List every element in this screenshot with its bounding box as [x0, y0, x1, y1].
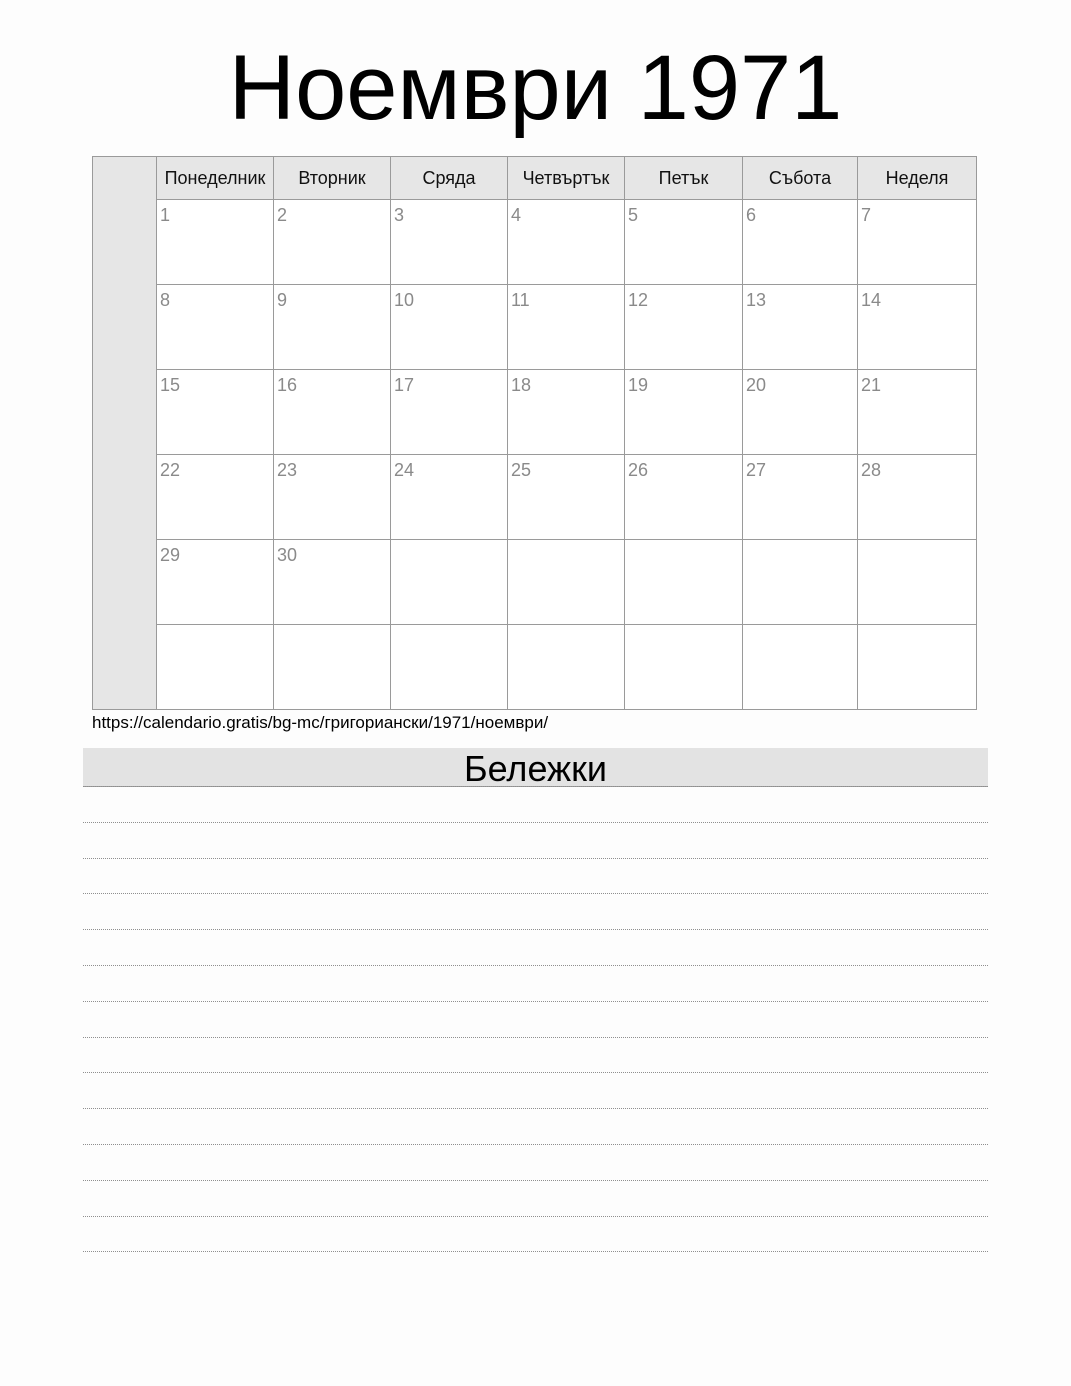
- note-line: [83, 929, 988, 930]
- day-cell[interactable]: [743, 455, 858, 540]
- calendar-grid: [92, 156, 977, 710]
- note-line: [83, 893, 988, 894]
- day-number: 7: [861, 205, 872, 225]
- day-number: 9: [277, 290, 288, 310]
- note-line: [83, 1108, 988, 1109]
- day-cell[interactable]: [391, 455, 508, 540]
- day-number: 26: [628, 460, 649, 480]
- day-cell[interactable]: [858, 285, 976, 370]
- weekday-header: Четвъртък: [508, 157, 625, 200]
- day-cell[interactable]: [508, 625, 625, 709]
- day-cell[interactable]: [157, 285, 274, 370]
- weekday-header: Събота: [743, 157, 858, 200]
- day-number: 4: [511, 205, 522, 225]
- note-line: [83, 1001, 988, 1002]
- note-line: [83, 1251, 988, 1252]
- day-number: 5: [628, 205, 639, 225]
- day-cell[interactable]: [274, 200, 391, 285]
- day-cell[interactable]: [157, 625, 274, 709]
- day-number: 15: [160, 375, 181, 395]
- day-cell[interactable]: [858, 540, 976, 625]
- day-cell[interactable]: [625, 625, 743, 709]
- day-cell[interactable]: [858, 200, 976, 285]
- day-number: 18: [511, 375, 532, 395]
- note-line: [83, 965, 988, 966]
- day-number: 28: [861, 460, 882, 480]
- weekday-header: Петък: [625, 157, 743, 200]
- day-number: 17: [394, 375, 415, 395]
- note-line: [83, 858, 988, 859]
- day-cell[interactable]: [625, 200, 743, 285]
- day-number: 24: [394, 460, 415, 480]
- day-number: 6: [746, 205, 757, 225]
- day-cell[interactable]: [391, 370, 508, 455]
- day-cell[interactable]: [274, 285, 391, 370]
- note-line: [83, 822, 988, 823]
- day-cell[interactable]: [274, 370, 391, 455]
- day-number: 20: [746, 375, 767, 395]
- day-cell[interactable]: [743, 625, 858, 709]
- page-title: Ноември 1971: [228, 37, 843, 139]
- day-cell[interactable]: [858, 370, 976, 455]
- day-number: 19: [628, 375, 649, 395]
- day-cell[interactable]: [625, 370, 743, 455]
- day-cell[interactable]: [858, 455, 976, 540]
- day-cell[interactable]: [743, 285, 858, 370]
- day-number: 25: [511, 460, 532, 480]
- day-cell[interactable]: [743, 200, 858, 285]
- day-number: 27: [746, 460, 767, 480]
- note-line: [83, 1072, 988, 1073]
- day-cell[interactable]: [274, 455, 391, 540]
- note-line: [83, 1037, 988, 1038]
- weekday-header: Сряда: [391, 157, 508, 200]
- day-number: 10: [394, 290, 415, 310]
- source-link[interactable]: https://calendario.gratis/bg-mc/григориански/1971/ноември/: [92, 713, 549, 732]
- day-number: 3: [394, 205, 405, 225]
- day-number: 14: [861, 290, 882, 310]
- day-cell[interactable]: [743, 540, 858, 625]
- day-cell[interactable]: [391, 200, 508, 285]
- weekday-header: Неделя: [858, 157, 976, 200]
- day-number: 2: [277, 205, 288, 225]
- day-cell[interactable]: [508, 370, 625, 455]
- day-cell[interactable]: [157, 200, 274, 285]
- day-cell[interactable]: [391, 625, 508, 709]
- day-number: 30: [277, 545, 298, 565]
- weekday-header: Понеделник: [157, 157, 274, 200]
- day-cell[interactable]: [391, 285, 508, 370]
- day-cell[interactable]: [157, 370, 274, 455]
- note-line: [83, 1180, 988, 1181]
- day-number: 22: [160, 460, 181, 480]
- day-number: 29: [160, 545, 181, 565]
- day-cell[interactable]: [508, 285, 625, 370]
- weekday-header: Вторник: [274, 157, 391, 200]
- day-cell[interactable]: [508, 455, 625, 540]
- day-number: 12: [628, 290, 649, 310]
- day-cell[interactable]: [743, 370, 858, 455]
- day-cell[interactable]: [625, 285, 743, 370]
- day-number: 1: [160, 205, 171, 225]
- day-number: 8: [160, 290, 171, 310]
- note-line: [83, 786, 988, 787]
- note-line: [83, 1216, 988, 1217]
- day-cell[interactable]: [274, 540, 391, 625]
- note-line: [83, 1144, 988, 1145]
- day-cell[interactable]: [508, 200, 625, 285]
- notes-title: Бележки: [83, 748, 988, 787]
- day-number: 21: [861, 375, 882, 395]
- week-number-column: [93, 157, 157, 709]
- day-number: 23: [277, 460, 298, 480]
- day-cell[interactable]: [157, 455, 274, 540]
- day-cell[interactable]: [858, 625, 976, 709]
- day-number: 16: [277, 375, 298, 395]
- day-number: 13: [746, 290, 767, 310]
- day-cell[interactable]: [274, 625, 391, 709]
- day-cell[interactable]: [508, 540, 625, 625]
- day-cell[interactable]: [157, 540, 274, 625]
- day-cell[interactable]: [391, 540, 508, 625]
- day-cell[interactable]: [625, 455, 743, 540]
- day-cell[interactable]: [625, 540, 743, 625]
- day-number: 11: [511, 290, 530, 310]
